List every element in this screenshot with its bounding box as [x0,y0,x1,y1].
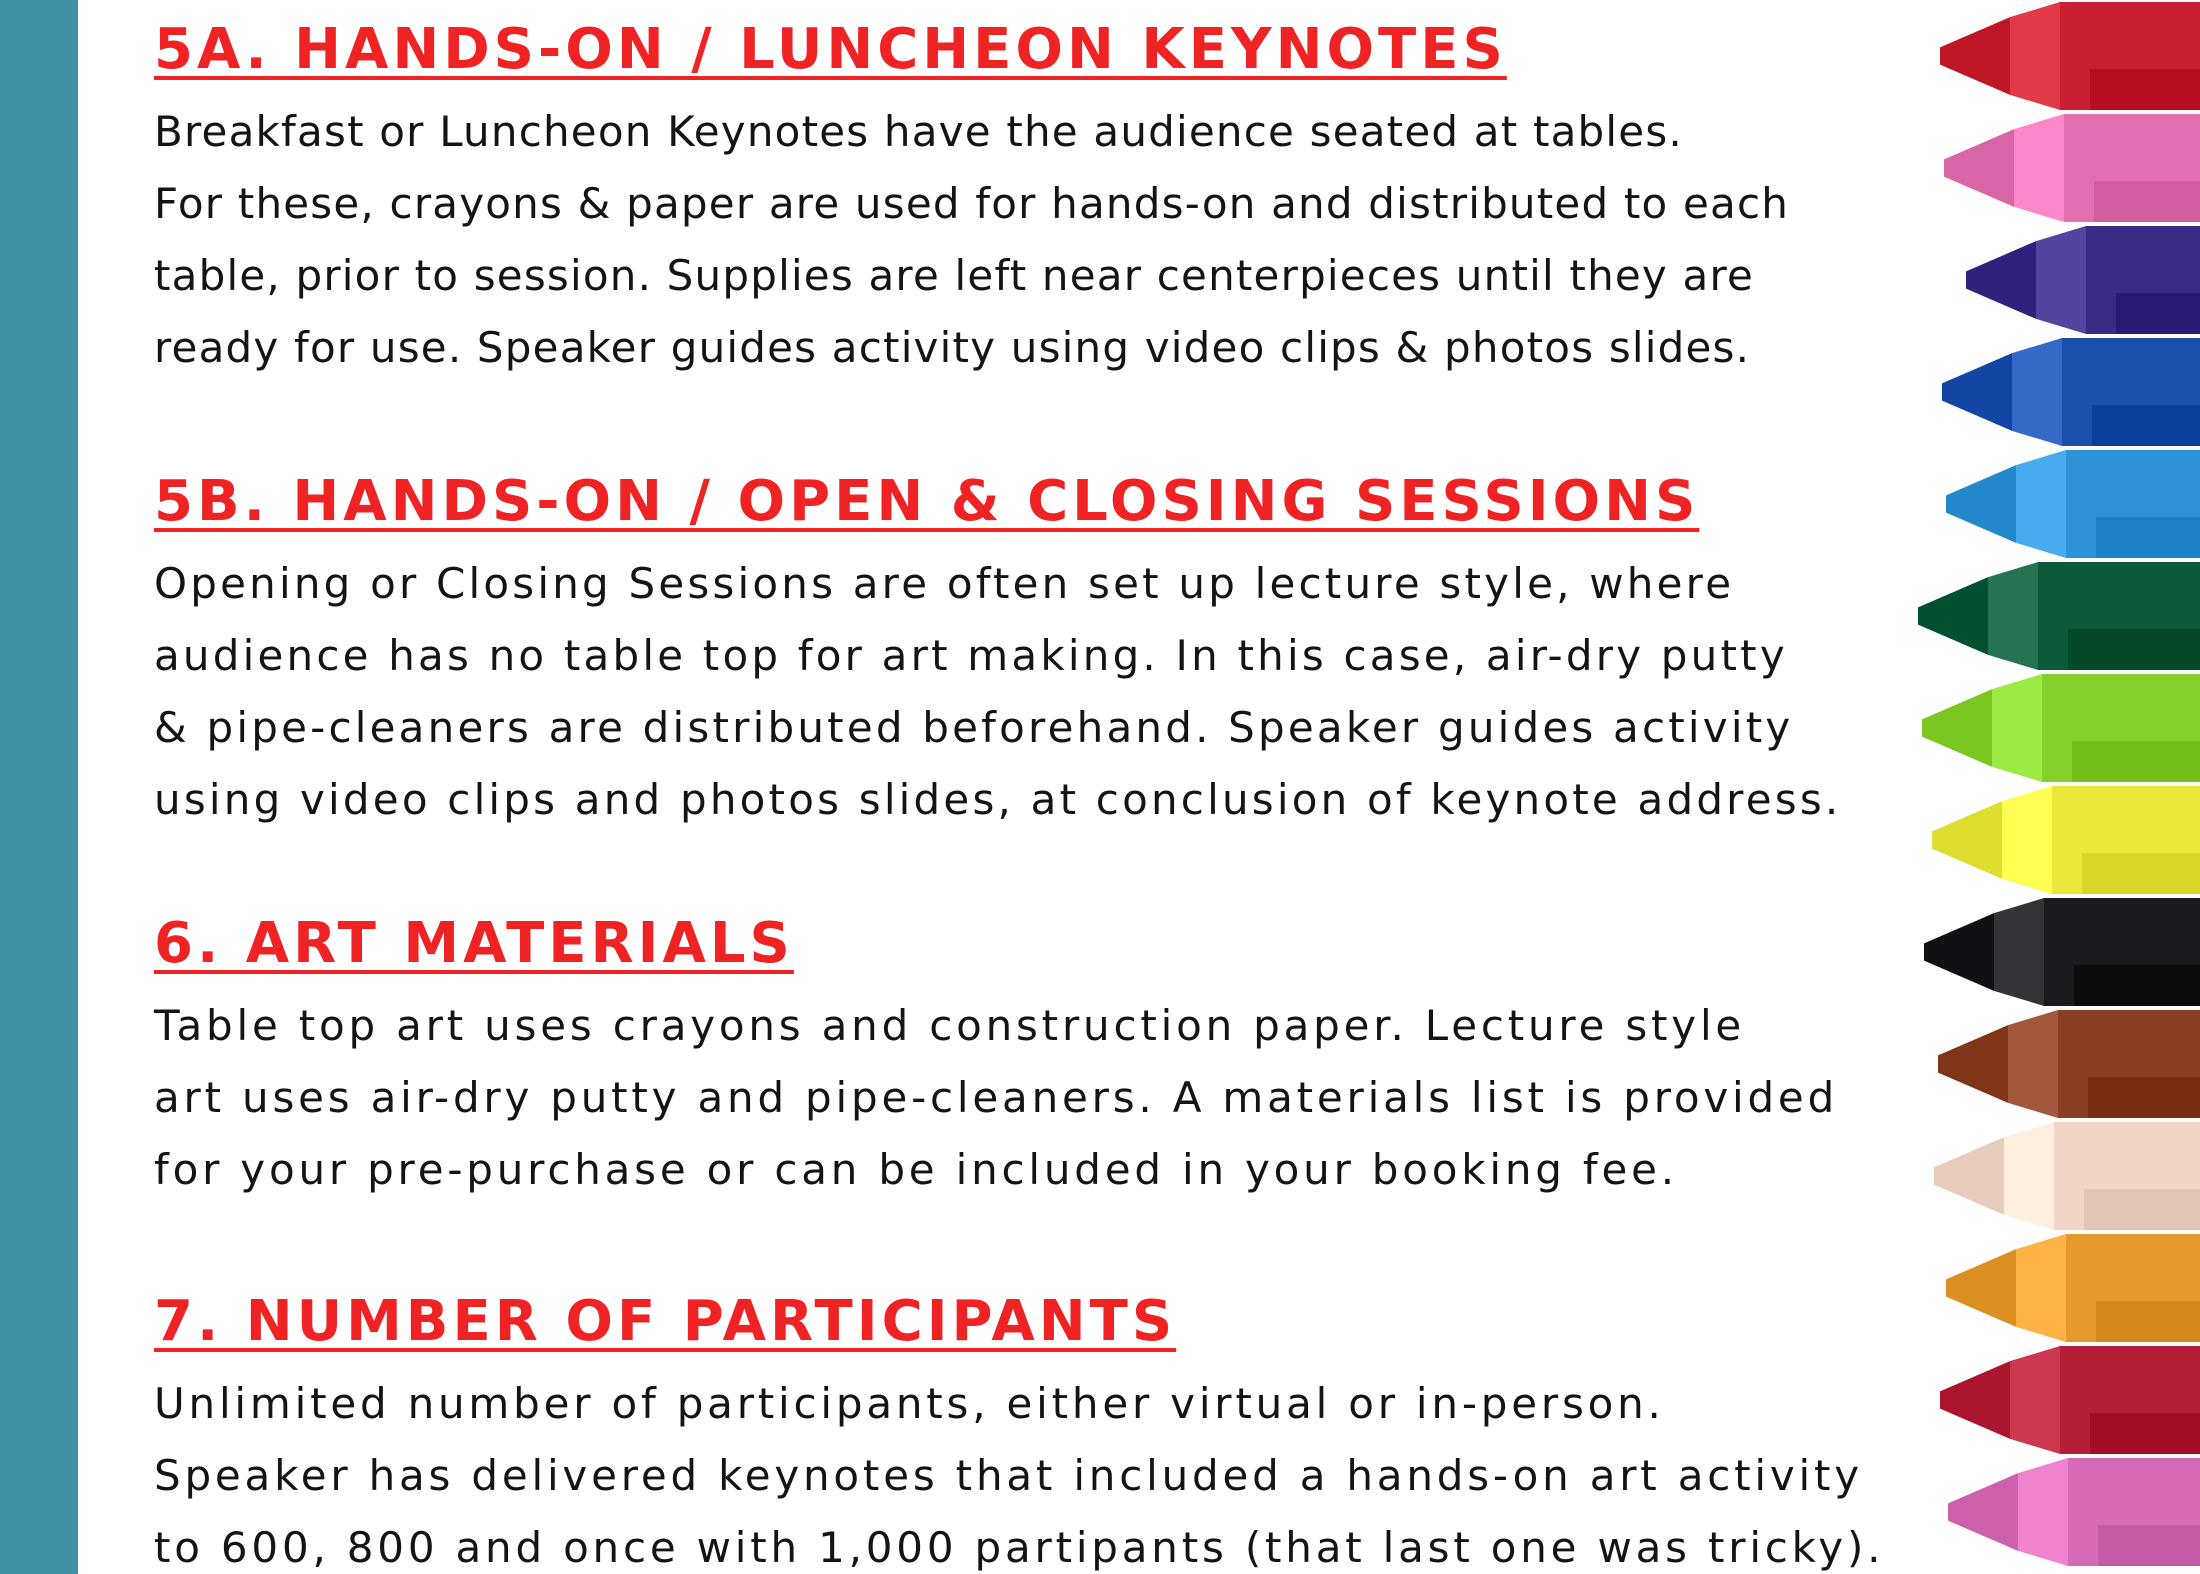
crayon-shadow [2088,1077,2200,1118]
yellow-crayon [1932,786,2200,894]
section-heading-5b: 5B. HANDS-ON / OPEN & CLOSING SESSIONS [154,469,1700,534]
body-line: using video clips and photos slides, at conclusion of keynote address. [154,775,1842,824]
section-heading-6: 6. ART MATERIALS [154,911,794,976]
crayon-cone [2036,226,2086,334]
crayon-cone [2004,1122,2054,1230]
crayon-tip [1932,801,2002,879]
body-line: Unlimited number of participants, either virtual or in-person. [154,1379,1665,1428]
body-line: table, prior to session. Supplies are left near centerpieces until they are [154,251,1755,300]
body-line: Table top art uses crayons and construction paper. Lecture style [154,1001,1746,1050]
crayon-tip [1940,17,2010,95]
crayon-shadow [2084,1189,2200,1230]
blue-crayon [1942,338,2200,446]
crayon-tip [1922,689,1992,767]
body-line: Speaker has delivered keynotes that included a hands-on art activity [154,1451,1863,1500]
black-crayon [1924,898,2200,1006]
crayon-cone [1988,562,2038,670]
crayon-tip [1924,913,1994,991]
body-line: audience has no table top for art making. In this case, air-dry putty [154,631,1788,680]
section-body-6 [154,990,1974,1206]
crayon-shadow [2090,69,2200,110]
crayon-cone [2002,786,2052,894]
crayon-cone [2012,338,2062,446]
crayon-cone [2016,1234,2066,1342]
body-line: art uses air-dry putty and pipe-cleaners. A materials list is provided [154,1073,1839,1122]
section-5a [154,14,1974,384]
section-6 [154,908,1974,1206]
crayon-tip [1946,465,2016,543]
crayon-shadow [2068,629,2200,670]
crayon-tip [1946,1249,2016,1327]
magenta-crayon [1948,1458,2200,1566]
crayon-cone [1994,898,2044,1006]
crayon-shadow [2116,293,2200,334]
sky-blue-crayon [1946,450,2200,558]
crayon-tip [1942,353,2012,431]
crayon-shadow [2082,853,2200,894]
brown-crayon [1938,1010,2200,1118]
red-crayon [1940,2,2200,110]
crayon-cone [2008,1010,2058,1118]
crayon-tip [1918,577,1988,655]
crayon-shadow [2090,1413,2200,1454]
crayon-cone [1992,674,2042,782]
section-heading-7: 7. NUMBER OF PARTICIPANTS [154,1289,1177,1354]
crayon-stack-illustration [1900,0,2200,1574]
crayon-shadow [2096,1301,2200,1342]
dark-green-crayon [1918,562,2200,670]
peach-crayon [1934,1122,2200,1230]
pink-crayon [1944,114,2200,222]
orange-crayon [1946,1234,2200,1342]
crayon-shadow [2096,517,2200,558]
crayon-shadow [2092,405,2200,446]
crayon-tip [1934,1137,2004,1215]
crayon-cone [2014,114,2064,222]
crimson-crayon [1940,1346,2200,1454]
crayon-tip [1940,1361,2010,1439]
crayon-shadow [2094,181,2200,222]
body-line: ready for use. Speaker guides activity using video clips & photos slides. [154,323,1751,372]
crayon-shadow [2098,1525,2200,1566]
crayon-tip [1966,241,2036,319]
crayon-cone [2010,1346,2060,1454]
section-5b [154,466,1974,836]
section-body-5b [154,548,1974,836]
body-line: Breakfast or Luncheon Keynotes have the audience seated at tables. [154,107,1683,156]
accent-sidebar-bar [0,0,78,1574]
crayon-tip [1948,1473,2018,1551]
lime-green-crayon [1922,674,2200,782]
section-body-5a [154,96,1974,384]
section-heading-5a: 5A. HANDS-ON / LUNCHEON KEYNOTES [154,17,1507,82]
crayon-cone [2018,1458,2068,1566]
body-line: for your pre-purchase or can be included in your booking fee. [154,1145,1678,1194]
body-line: For these, crayons & paper are used for hands-on and distributed to each [154,179,1790,228]
crayon-shadow [2074,965,2200,1006]
section-7 [154,1286,1974,1574]
crayon-shadow [2072,741,2200,782]
crayon-tip [1938,1025,2008,1103]
body-line: & pipe-cleaners are distributed beforehand. Speaker guides activity [154,703,1794,752]
section-body-7 [154,1368,1974,1574]
body-line: to 600, 800 and once with 1,000 partipants (that last one was tricky). [154,1523,1885,1572]
body-line: Opening or Closing Sessions are often set up lecture style, where [154,559,1735,608]
crayon-tip [1944,129,2014,207]
crayon-cone [2010,2,2060,110]
crayon-cone [2016,450,2066,558]
purple-crayon [1966,226,2200,334]
